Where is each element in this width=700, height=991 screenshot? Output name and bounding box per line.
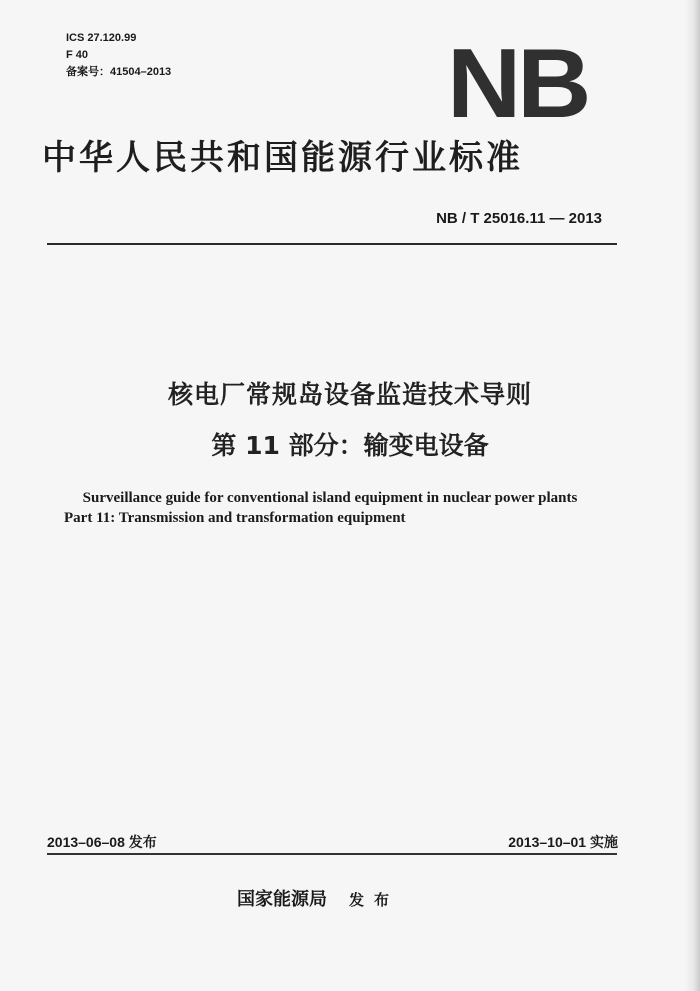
issuer [237, 885, 399, 911]
page-edge-shadow [684, 0, 700, 991]
title-cn-line1: 核电厂常规岛设备监造技术导则 [167, 380, 532, 409]
issuer-name: 国家能源局 [237, 889, 327, 910]
classification-block [66, 30, 171, 81]
standard-number: NB / T 25016.11 — 2013 [436, 210, 602, 227]
nb-logo: NB [447, 28, 588, 138]
issue-date: 2013–06–08 发布 [47, 834, 157, 850]
ccs-code: F 40 [66, 49, 89, 61]
ics-code: ICS 27.120.99 [66, 32, 137, 44]
top-divider [47, 243, 617, 245]
implementation-date: 2013–10–01 实施 [508, 834, 618, 850]
filing-number: 备案号：41504–2013 [66, 66, 172, 78]
organization-title: 中华人民共和国能源行业标准 [42, 138, 523, 178]
title-en-line2: Part 11: Transmission and transformation equipment [64, 510, 406, 526]
title-en-line1: Surveillance guide for conventional island equipment in nuclear power plants [82, 490, 578, 506]
issuer-verb: 发布 [349, 891, 400, 909]
title-cn-line2: 第 11 部分：输变电设备 [211, 431, 489, 460]
bottom-divider [47, 853, 617, 855]
